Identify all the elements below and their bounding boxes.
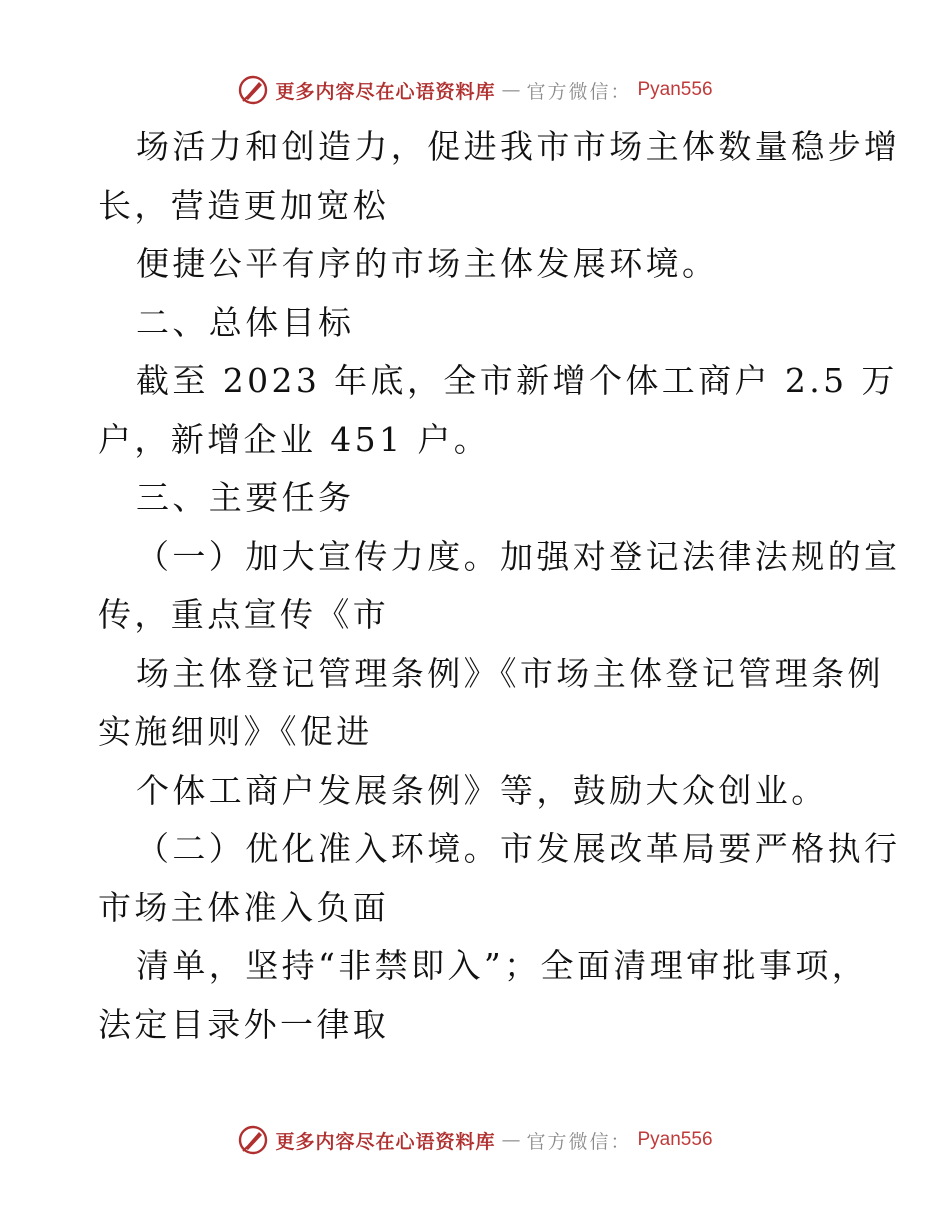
- watermark-separator: —: [501, 1129, 521, 1151]
- text-line: 实施细则》《促进: [98, 712, 373, 751]
- section-heading: 三、主要任务: [136, 478, 355, 517]
- text-line: 截至 2023 年底，全市新增个体工商户 2.5 万: [136, 361, 898, 400]
- text-line: 传，重点宣传《市: [98, 595, 390, 634]
- watermark-text: 更多内容尽在心语资料库: [275, 80, 496, 103]
- text-line: 户，新增企业 451 户。: [98, 419, 491, 459]
- text-line: 场主体登记管理条例》《市场主体登记管理条例: [136, 653, 884, 693]
- watermark-wechat-id: Pyan556: [637, 79, 713, 100]
- quill-logo-icon: [237, 74, 269, 106]
- text-line: （二）优化准入环境。市发展改革局要严格执行: [136, 829, 901, 868]
- header-watermark: [0, 70, 950, 110]
- text-line: 个体工商户发展条例》等，鼓励大众创业。: [136, 770, 828, 810]
- text-line: 法定目录外一律取: [98, 1004, 390, 1044]
- watermark-wechat-id: Pyan556: [637, 1129, 713, 1150]
- document-body: [98, 118, 901, 1054]
- watermark-wechat-label: 官方微信：: [526, 80, 632, 103]
- quill-logo-icon: [237, 1124, 269, 1156]
- text-line: 市场主体准入负面: [98, 887, 390, 927]
- text-line: 长，营造更加宽松: [98, 185, 390, 225]
- footer-watermark: [0, 1120, 950, 1160]
- text-line: 清单，坚持“非禁即入”；全面清理审批事项，: [136, 946, 869, 985]
- text-line: （一）加大宣传力度。加强对登记法律法规的宣: [136, 536, 901, 576]
- watermark-wechat-label: 官方微信：: [526, 1130, 632, 1153]
- text-line: 便捷公平有序的市场主体发展环境。: [136, 244, 719, 283]
- watermark-separator: —: [501, 79, 521, 101]
- text-line: 场活力和创造力，促进我市市场主体数量稳步增: [136, 127, 901, 166]
- section-heading: 二、总体目标: [136, 302, 355, 342]
- watermark-text: 更多内容尽在心语资料库: [275, 1130, 496, 1153]
